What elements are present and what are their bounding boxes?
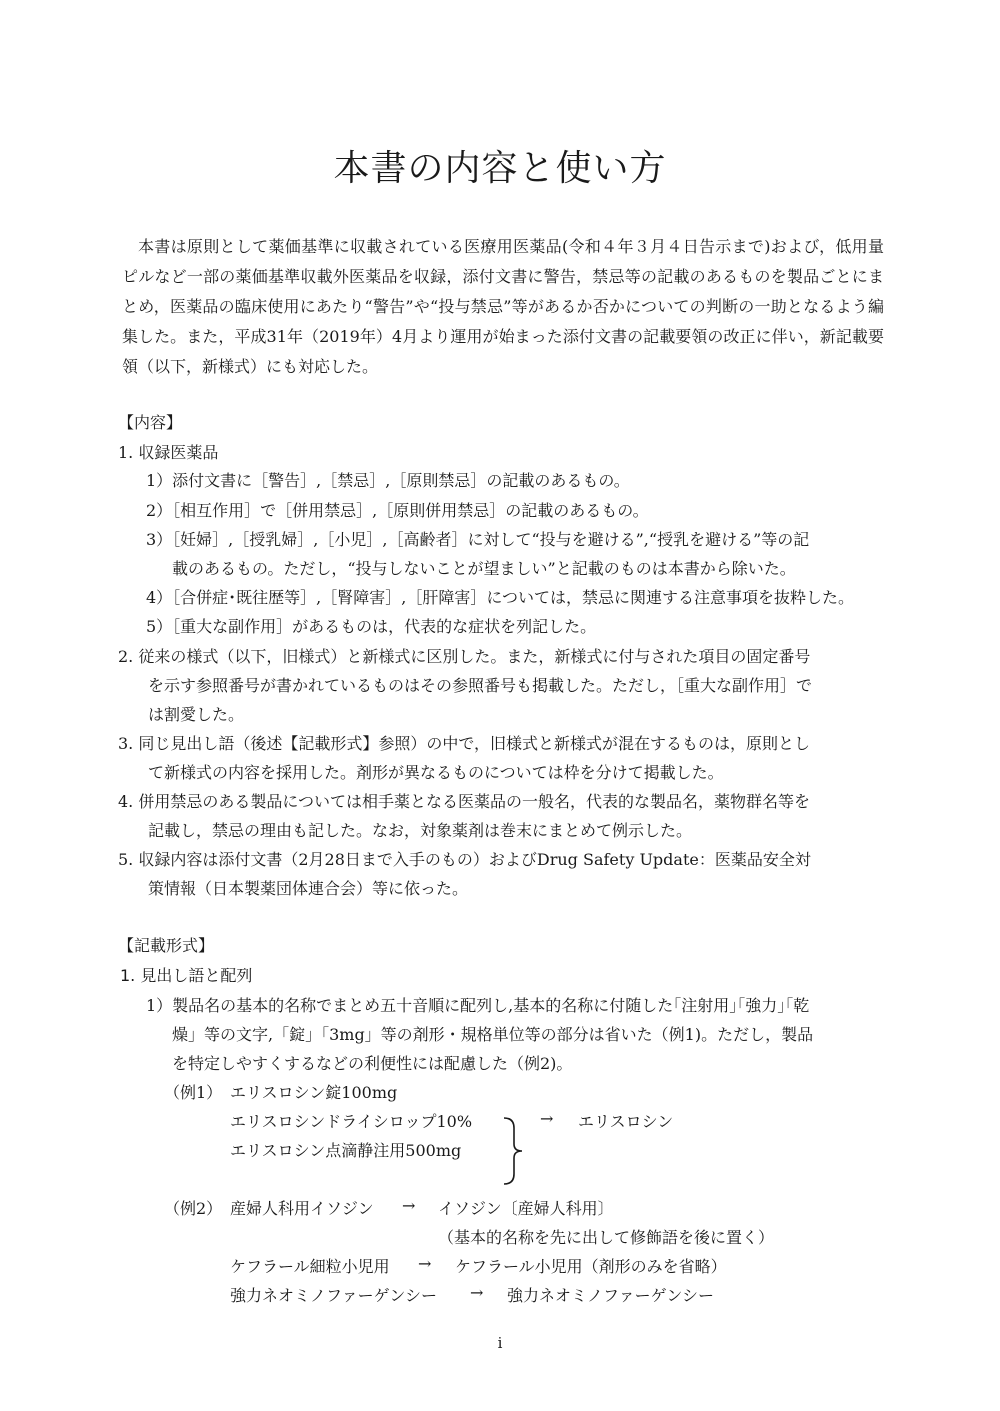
contents-sub-5: 5）［重大な副作用］があるものは，代表的な症状を列記した。	[146, 617, 597, 636]
contents-sub-2: 2）［相互作用］で［併用禁忌］,［原則併用禁忌］の記載のあるもの。	[146, 501, 649, 520]
example-2-label: （例2）	[164, 1199, 223, 1218]
intro-paragraph: 本書は原則として薬価基準に収載されている医療用医薬品(令和４年３月４日告示まで)および，低用量ピルなど一部の薬価基準収載外医薬品を収録，添付文書に警告，禁忌等の記載のあるものを製品ごとにまとめ，医薬品の臨床使用にあたり“警告”や“投与禁忌”等があるか否かについての判断の一助となるよう編集した。また，平成31年（2019年）4月より運用が始まった添付文書の記載要領の改正に伴い，新記載要領（以下，新様式）にも対応した。	[122, 237, 884, 376]
contents-item-2c: は割愛した。	[148, 705, 245, 724]
contents-sub-4: 4）［合併症･既往歴等］,［腎障害］,［肝障害］については，禁忌に関連する注意事項を抜粋した。	[146, 588, 855, 607]
example-1-line-3: エリスロシン点滴静注用500mg	[230, 1141, 462, 1160]
example-1-label: （例1）	[164, 1083, 223, 1102]
example-2-line-3: 強力ネオミノファーゲンシー	[230, 1286, 437, 1305]
contents-item-1: 1. 収録医薬品	[118, 443, 219, 462]
example-2-line-1: 産婦人科用イソジン	[230, 1199, 374, 1218]
contents-item-5b: 策情報（日本製薬団体連合会）等に依った。	[148, 879, 469, 898]
format-item-1: 1. 見出し語と配列	[120, 966, 253, 985]
contents-heading: 【内容】	[118, 413, 183, 432]
example-1-line-2: エリスロシンドライシロップ10%	[230, 1112, 473, 1131]
contents-item-5a: 5. 収録内容は添付文書（2月28日まで入手のもの）およびDrug Safety Update：医薬品安全対	[118, 850, 811, 869]
example-2-arrow-1: →	[402, 1196, 416, 1215]
format-heading: 【記載形式】	[118, 936, 215, 955]
contents-item-4b: 記載し，禁忌の理由も記した。なお，対象薬剤は巻末にまとめて例示した。	[148, 821, 693, 840]
example-1-arrow: →	[540, 1109, 554, 1128]
contents-sub-3b: 載のあるもの。ただし，“投与しないことが望ましい”と記載のものは本書から除いた。	[172, 559, 796, 578]
format-sub-1a: 1）製品名の基本的名称でまとめ五十音順に配列し,基本的名称に付随した｢注射用｣｢強力｣｢乾	[146, 996, 810, 1015]
example-2-arrow-2: →	[418, 1254, 432, 1273]
page-title: 本書の内容と使い方	[333, 148, 667, 189]
format-sub-1c: を特定しやすくするなどの利便性には配慮した（例2)。	[172, 1054, 573, 1073]
format-sub-1b: 燥」等の文字,「錠」「3mg」等の剤形・規格単位等の部分は省いた（例1)。ただし，製品	[172, 1025, 814, 1044]
example-1-line-1: エリスロシン錠100mg	[230, 1083, 398, 1102]
contents-item-3a: 3. 同じ見出し語（後述【記載形式】参照）の中で，旧様式と新様式が混在するものは，原則とし	[118, 734, 811, 753]
example-2-result-1: イソジン〔産婦人科用〕	[438, 1199, 614, 1218]
contents-item-2a: 2. 従来の様式（以下，旧様式）と新様式に区別した。また，新様式に付与された項目の固定番号	[118, 647, 811, 666]
contents-sub-1: 1）添付文書に［警告］,［禁忌］,［原則禁忌］の記載のあるもの。	[146, 471, 630, 490]
example-2-line-2: ケフラール細粒小児用	[230, 1257, 390, 1276]
contents-item-4a: 4. 併用禁忌のある製品については相手薬となる医薬品の一般名，代表的な製品名，薬物群名等を	[118, 792, 811, 811]
example-2-arrow-3: →	[470, 1283, 484, 1302]
example-2-result-3: 強力ネオミノファーゲンシー	[507, 1286, 714, 1305]
contents-item-3b: て新様式の内容を採用した。剤形が異なるものについては枠を分けて掲載した。	[148, 763, 724, 782]
contents-item-2b: を示す参照番号が書かれているものはその参照番号も掲載した。ただし，［重大な副作用］で	[148, 676, 813, 695]
example-2-result-2: ケフラール小児用（剤形のみを省略）	[455, 1257, 727, 1276]
contents-sub-3a: 3）［妊婦］,［授乳婦］,［小児］,［高齢者］に対して“投与を避ける”,“授乳を避ける”等の記	[146, 530, 810, 549]
example-1-result: エリスロシン	[578, 1112, 674, 1131]
right-brace-icon	[500, 1116, 528, 1186]
page-number: i	[497, 1334, 503, 1352]
example-2-note-1: （基本的名称を先に出して修飾語を後に置く）	[438, 1228, 775, 1247]
